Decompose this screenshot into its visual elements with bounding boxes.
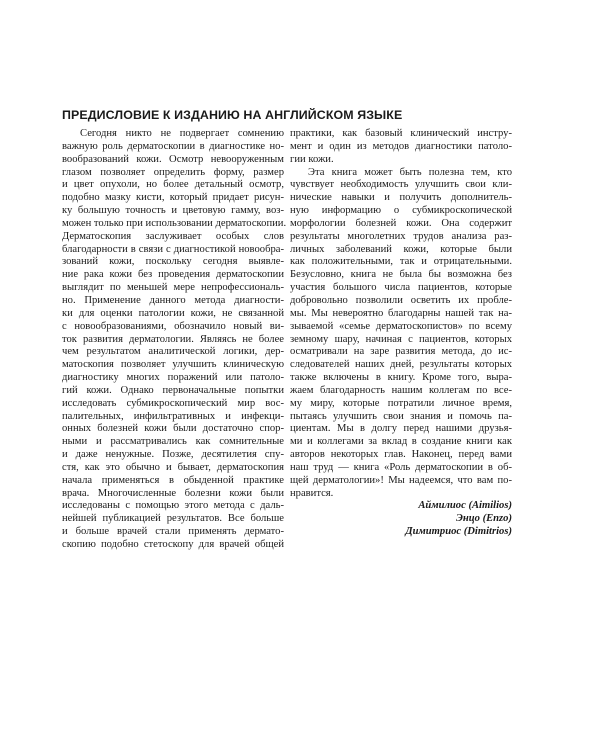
text-line: начала применяться в обыденной практике — [62, 474, 284, 486]
text-line: чувствует необходимость улучшить свои кли- — [290, 179, 512, 191]
text-line: онных болезней кожи были достаточно спор- — [62, 423, 284, 435]
text-line: авторов некоторых глав. Наконец, перед вами — [290, 449, 512, 461]
text-line: следователей наших дней, результаты которых — [290, 359, 512, 371]
text-line: важную роль дерматоскопии в диагностике но- — [62, 140, 284, 152]
text-line: ми и коллегами за вклад в создание книги как — [290, 436, 512, 448]
text-line: зований кожи, поскольку сегодня выявле- — [62, 256, 284, 268]
text-line: нравится. — [290, 487, 334, 499]
text-line: и даже ненужные. Позже, десятилетия спу- — [62, 449, 284, 461]
text-line: гии кожи. — [290, 153, 334, 165]
text-line: Дерматоскопия заслуживает особых слов — [62, 230, 284, 242]
text-line: исследованы с помощью этого метода с даль- — [62, 500, 284, 512]
text-line: также включены в книгу. Кроме того, выра- — [290, 372, 512, 384]
text-line: практики, как базовый клинический инстру- — [290, 128, 512, 139]
text-line: результаты многолетних трудов анализа раз- — [290, 230, 512, 242]
text-line: зываемой «семье дерматоскопистов» по всему — [290, 320, 512, 332]
author-signature: Аймилиос (Aimilios) — [418, 500, 512, 512]
text-line: ние рака кожи без проведения дерматоскопии — [62, 269, 284, 281]
text-line: щей дерматологии»! Мы надеемся, что вам по- — [290, 474, 512, 486]
text-line: морфологии болезней кожи. Она содержит — [290, 217, 512, 229]
text-line: чем результатом аналитической логики, дер- — [62, 346, 284, 358]
text-line: добровольно позволили осветить их пробле- — [290, 294, 512, 306]
right-text-column — [290, 128, 512, 539]
text-line: подобно мазку кисти, который придает рисун- — [62, 192, 284, 204]
author-signature: Димитриос (Dimitrios) — [405, 526, 512, 538]
text-line: земному шару, начиная с пациентов, которых — [290, 333, 512, 345]
text-line: мент и один из методов диагностики патоло- — [290, 140, 512, 152]
text-line: как положительными, так и отрицательными. — [290, 256, 512, 268]
text-line: скопию подобно стетоскопу для врачей общей — [62, 539, 284, 550]
text-line: циентам. Мы в долгу перед нашими друзья- — [290, 423, 512, 435]
text-line: но. Применение данного метода диагности- — [62, 294, 284, 306]
text-line: можен только при использовании дерматоскопии. — [62, 217, 287, 229]
text-line: выглядит по меньшей мере непрофессиональ- — [62, 282, 284, 294]
text-line: наш труд — книга «Роль дерматоскопии в об- — [290, 461, 512, 473]
preface-heading: ПРЕДИСЛОВИЕ К ИЗДАНИЮ НА АНГЛИЙСКОМ ЯЗЫКЕ — [62, 108, 403, 122]
text-line: ток развития дерматологии. Являясь не более — [62, 333, 284, 345]
text-line: Эта книга может быть полезна тем, кто — [308, 166, 512, 178]
author-signature: Энцо (Enzo) — [455, 513, 512, 525]
text-line: осматривали на заре развития метода, до ис- — [290, 346, 512, 358]
text-line: ку большую точность и цветовую гамму, воз- — [62, 205, 284, 217]
text-line: диагностику многих поражений или патоло- — [62, 372, 284, 384]
text-line: с новообразованиями, обозначило новый ви- — [62, 320, 284, 332]
text-line: участия большого числа пациентов, которые — [290, 282, 512, 294]
text-line: и больше врачей стали применять дермато- — [62, 526, 284, 538]
text-line: стя, как это обычно и бывает, дерматоскопия — [62, 461, 284, 473]
text-line: ными и рассматривались как сомнительные — [62, 436, 284, 448]
text-line: врача. Многочисленные болезни кожи были — [62, 487, 284, 499]
text-line: благодарности в связи с диагностикой новообра- — [62, 243, 284, 255]
right-column-lines — [290, 128, 512, 500]
signature-block — [290, 500, 512, 539]
text-line: глазом позволяет определить форму, размер — [62, 166, 284, 178]
left-text-column — [62, 128, 287, 552]
text-line: личных заболеваний кожи, которые были — [290, 243, 512, 255]
text-line: матоскопия позволяет улучшить клиническую — [62, 359, 284, 371]
text-line: ки для оценки патологии кожи, не связанной — [62, 307, 284, 319]
text-line: му миру, которые потратили личное время, — [290, 397, 512, 409]
text-line: Безусловно, книга не была бы возможна без — [290, 269, 512, 281]
text-line: жаем благодарность нашим коллегам по все- — [290, 384, 512, 396]
text-line: нические навыки и получить дополнитель- — [290, 192, 512, 204]
text-line: пытаясь улучшить свои знания и помочь па- — [290, 410, 512, 422]
text-line: ную информацию о субмикроскопической — [290, 205, 512, 217]
text-line: и цвет опухоли, но более детальный осмотр, — [62, 179, 284, 191]
text-line: Сегодня никто не подвергает сомнению — [80, 128, 284, 139]
text-line: исследовать субмикроскопический мир вос- — [62, 397, 284, 409]
text-line: гий кожи. Однако первоначальные попытки — [62, 384, 284, 396]
text-line: палительных, инфильтративных и инфекци- — [62, 410, 284, 422]
text-line: нейшей публикацией результатов. Все больше — [62, 513, 284, 525]
text-line: мы. Мы невероятно благодарны нашей так на- — [290, 307, 512, 319]
text-line: вообразований кожи. Осмотр невооруженным — [62, 153, 284, 165]
